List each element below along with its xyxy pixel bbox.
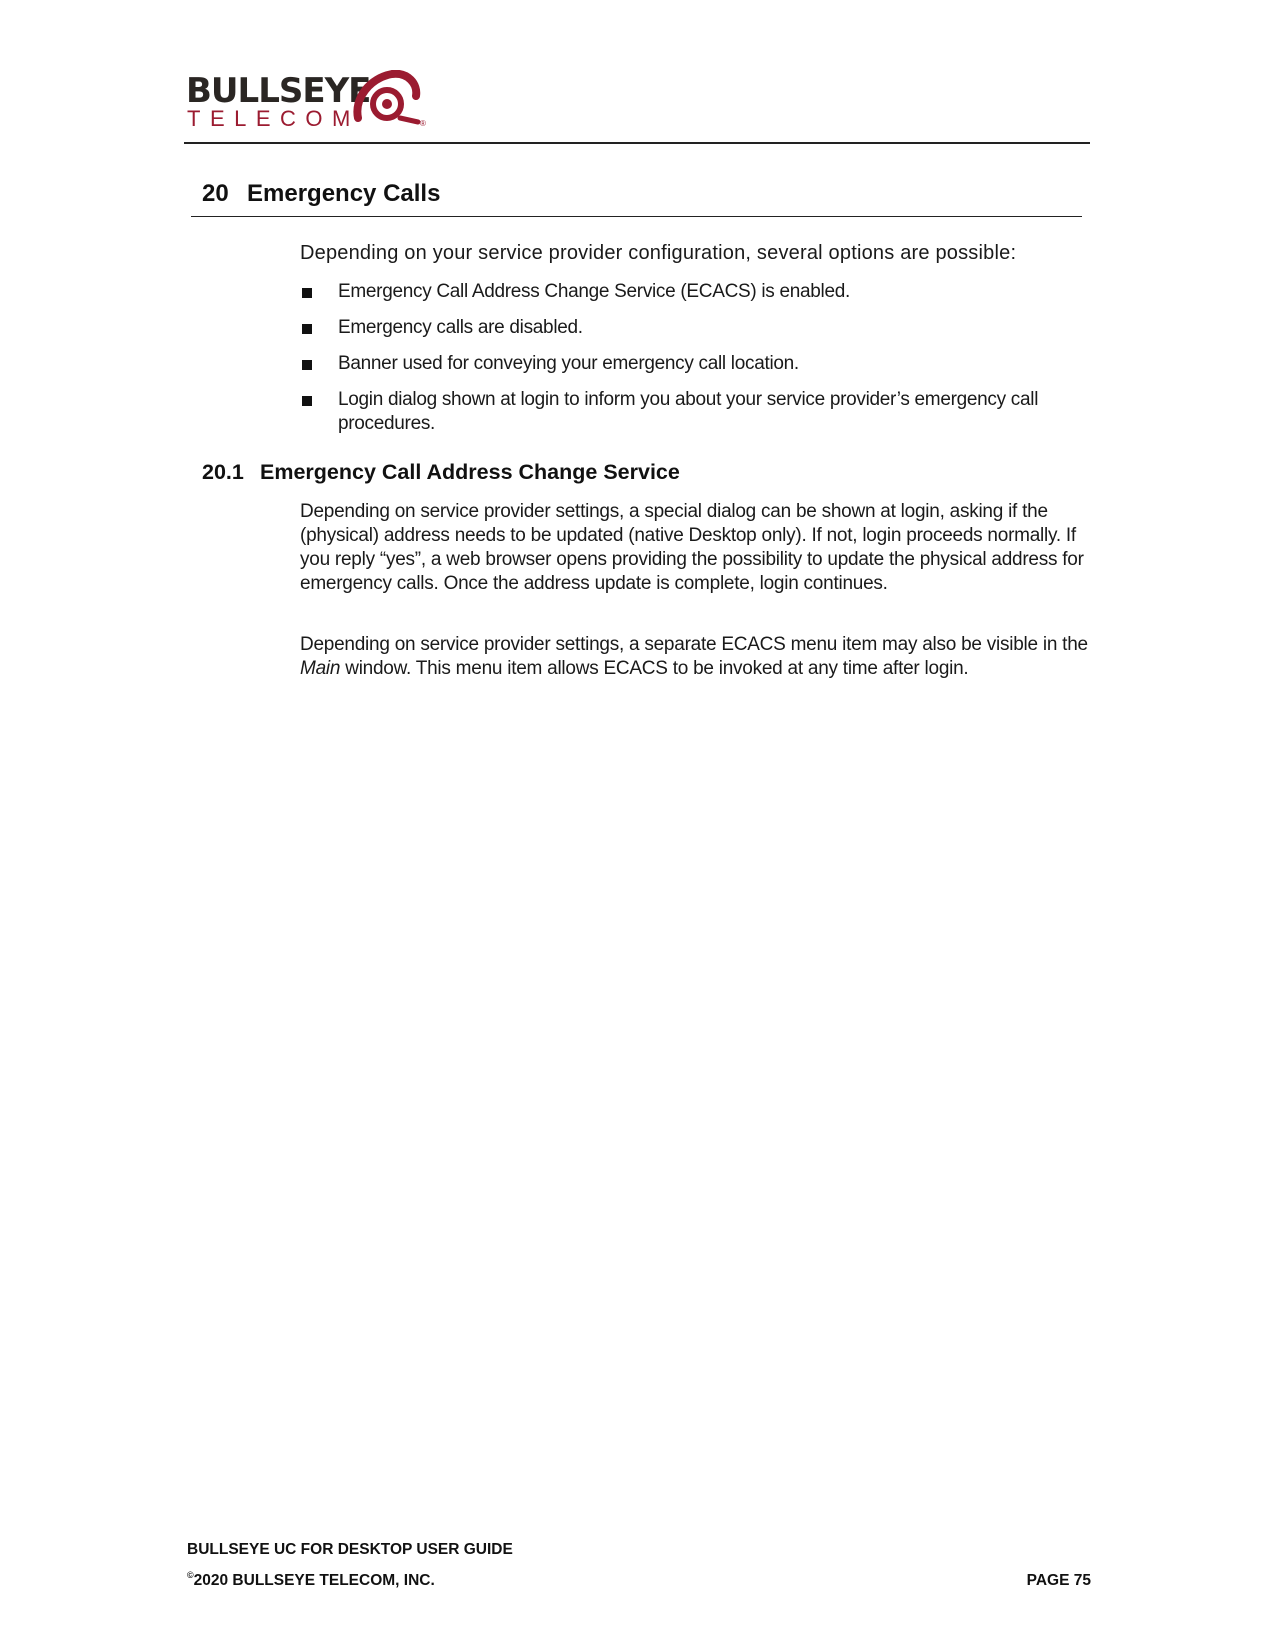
- list-item-text: Emergency Call Address Change Service (ECACS) is enabled.: [338, 281, 850, 302]
- list-item: [300, 352, 1080, 376]
- bullseye-telecom-logo: [186, 70, 436, 134]
- header-divider: [184, 142, 1090, 144]
- ecacs-paragraph-2: [300, 633, 1090, 681]
- list-item-text: Login dialog shown at login to inform you about your service provider’s emergency call procedures.: [338, 389, 1039, 434]
- square-bullet-icon: [302, 360, 312, 370]
- registered-mark: ®: [420, 119, 426, 128]
- square-bullet-icon: [302, 288, 312, 298]
- subsection-title: Emergency Call Address Change Service: [260, 460, 680, 484]
- section-intro: Depending on your service provider configuration, several options are possible:: [300, 242, 1017, 264]
- subsection-heading: [202, 460, 680, 485]
- options-list: [300, 280, 1080, 448]
- paragraph-text: window. This menu item allows ECACS to be invoked at any time after login.: [340, 658, 969, 679]
- list-item: [300, 316, 1080, 340]
- square-bullet-icon: [302, 324, 312, 334]
- square-bullet-icon: [302, 396, 312, 406]
- footer-copyright: [187, 1572, 435, 1590]
- paragraph-text: Depending on service provider settings, a separate ECACS menu item may also be visible in the: [300, 634, 1088, 655]
- logo-word-bottom: TELECOM: [187, 106, 360, 131]
- footer-doc-title: BULLSEYE UC FOR DESKTOP USER GUIDE: [187, 1541, 513, 1558]
- section-heading: [202, 180, 440, 208]
- list-item-text: Emergency calls are disabled.: [338, 317, 583, 338]
- footer-page-number: PAGE 75: [1026, 1572, 1091, 1589]
- copyright-symbol: ©: [187, 1570, 194, 1580]
- section-heading-rule: [191, 216, 1082, 217]
- bullseye-logo-icon: [186, 70, 436, 134]
- main-window-emphasis: Main: [300, 658, 341, 679]
- list-item-text: Banner used for conveying your emergency call location.: [338, 353, 799, 374]
- subsection-number: 20.1: [202, 460, 244, 484]
- ecacs-paragraph-1: Depending on service provider settings, a special dialog can be shown at login, asking if the (physical) address needs to be updated (native Desktop only). If not, login proceeds normally. If you reply “yes”, a web browser opens providing the possibility to update the physical address for emergency calls. Once the address update is complete, login continues.: [300, 501, 1084, 594]
- list-item: [300, 388, 1080, 436]
- logo-word-top: BULLSEYE: [186, 71, 371, 111]
- section-number: 20: [202, 180, 229, 207]
- section-title: Emergency Calls: [247, 180, 441, 207]
- list-item: [300, 280, 1080, 304]
- copyright-text: 2020 BULLSEYE TELECOM, INC.: [193, 1572, 435, 1589]
